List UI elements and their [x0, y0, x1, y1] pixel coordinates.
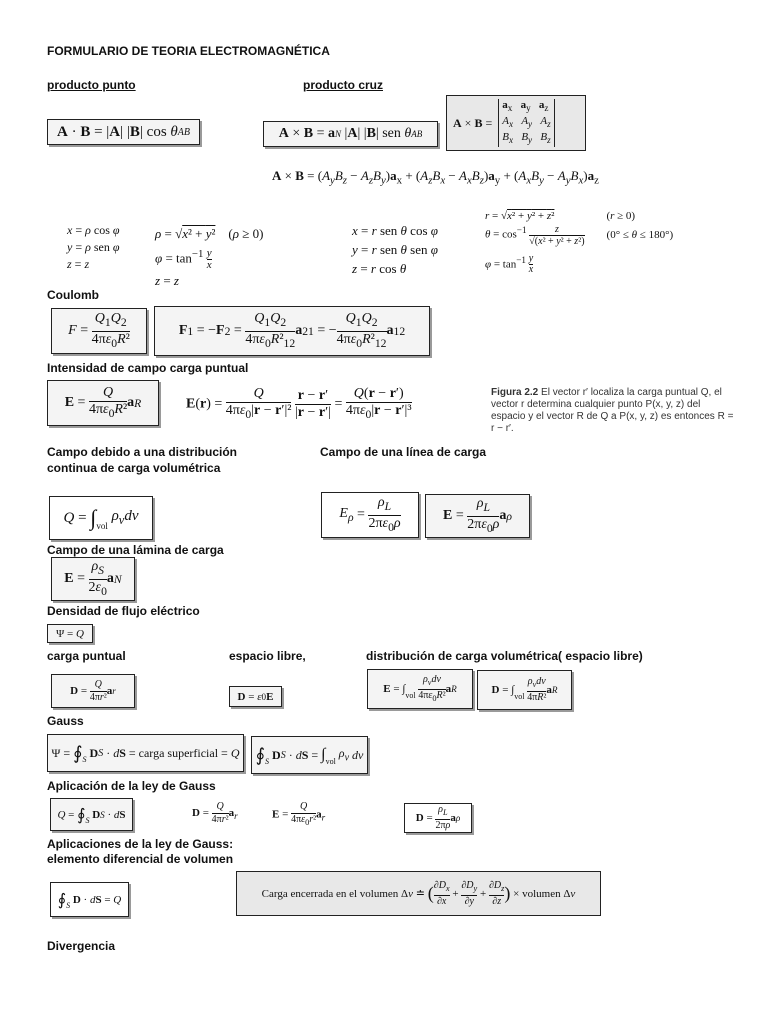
- formula-E-volume: E = ∫ $_{vol}$ $\rho_vdv$ $4\pi\varepsilon_0R^2$ a R: [367, 669, 473, 709]
- heading-dot-product: producto punto: [47, 78, 136, 92]
- formula-gauss-app-D: $D = \frac{Q}{\text{4πr²}}$ $a_r$: [192, 801, 238, 825]
- heading-volume-distribution-1: Campo debido a una distribución: [47, 445, 238, 459]
- formula-volume-charge: Q = ∫ $_{vol}$ $\rho_vdv$: [49, 496, 153, 540]
- formula-point-field: E = Q $4\pi\varepsilon_0R^2$ a R: [47, 380, 159, 426]
- heading-free-space: espacio libre,: [229, 649, 306, 663]
- formula-coulomb-vector: F 1 = − F 2 = $Q_1Q_2$ $4\pi\varepsilon_0R^2_{12}$ a 21 = − $Q_1Q_2$ $4\pi\varepsilon_0R^2_{12}$ a 12: [154, 306, 430, 356]
- heading-point-charge-field: Intensidad de campo carga puntual: [47, 361, 249, 375]
- heading-coulomb: Coulomb: [47, 288, 99, 302]
- formula-cross-determinant: A × B = $a_x$ $a_y$ $a_z$ $A_x$ $A_y$ $A_z$ $B_x$ $B_y$ $B_z$: [446, 95, 586, 151]
- formula-gauss-app-line: D = $\rho_L$ 2πρ a ρ: [404, 803, 472, 833]
- heading-gauss-applications-1: Aplicaciones de la ley de Gauss:: [47, 837, 234, 851]
- heading-gauss: Gauss: [47, 714, 84, 728]
- heading-gauss-applications-2: elemento diferencial de volumen: [47, 852, 234, 866]
- formula-sheet-field: E = $\rho_S$ $2\varepsilon_0$ a N: [51, 557, 135, 601]
- heading-volume-distribution-2: continua de carga volumétrica: [47, 461, 221, 475]
- heading-gauss-application: Aplicación de la ley de Gauss: [47, 779, 216, 793]
- formula-gauss-diff-Q: ∮ $_S$ D · d S = Q: [50, 882, 129, 917]
- formula-gauss-law: Ψ = ∮ $_S$ D S · d S = carga superficial = Q: [47, 734, 244, 772]
- heading-sheet-charge: Campo de una lámina de carga: [47, 543, 224, 557]
- formula-line-field-vector: E = $\rho_L$ $2\pi\varepsilon_0\rho$ a ρ: [425, 494, 530, 538]
- figure-text: El vector r′ localiza la carga puntual Q, el vector r determina cualquier punto P(x, y, z) del espacio y el vector R de Q a P(x, y, z) es entonces R = r − r′.: [491, 387, 734, 434]
- formula-cylindrical-coords: x = ρ cos φ y = ρ sen φ z = z: [67, 223, 120, 271]
- formula-gauss-app-E: $E = \frac{Q}{4\pi\varepsilon_0r^2}$ $a_r$: [272, 801, 326, 827]
- formula-coulomb-force: F = $Q_1Q_2$ $4\pi\varepsilon_0R^2$: [51, 308, 147, 354]
- formula-gauss-diff-volume: Carga encerrada en el volumen Δ v ≐ ( $\partial D_x$ ∂x + $\partial D_y$ ∂y + $\partial D_z$ ∂z ) × volumen Δ v: [236, 871, 601, 916]
- heading-volume-free-space: distribución de carga volumétrica( espacio libre): [366, 649, 643, 663]
- heading-point-charge: carga puntual: [47, 649, 126, 663]
- figure-caption: [491, 387, 735, 435]
- formula-spherical-inverse: r = √x² + y² + z² (r ≥ 0) $\theta = \cos^{-1} \frac{z}{\text{√(x² + y² + z²)}}$ (0° ≤ θ ≤ 180°) $\varphi = \tan^{-1} \frac{y}{x}$: [485, 210, 674, 276]
- formula-flux: Ψ = Q: [47, 624, 93, 643]
- formula-cross-expansion: $A \times B = (A_yB_z - A_zB_y)a_x + (A_zB_x - A_xB_z)a_y + (A_xB_y - A_yB_x)a_z$: [272, 168, 599, 187]
- page-title: FORMULARIO DE TEORIA ELECTROMAGNÉTICA: [47, 44, 330, 58]
- formula-D-point: D = Q 4πr² a r: [51, 674, 135, 708]
- formula-line-field-scalar: $E_\rho$ = $\rho_L$ $2\pi\varepsilon_0\rho$: [321, 492, 419, 538]
- formula-point-field-vector: $E(r) = \frac{Q}{4\pi\varepsilon_0|r - r'|^2}$ r − r′ |r − r′| = Q(r − r′) $4\pi\varepsilon_0|r - r'|^3$: [186, 386, 412, 421]
- formula-cylindrical-inverse: ρ = √x² + y² (ρ ≥ 0) $\varphi = \tan^{-1} \frac{y}{x}$ z = z: [155, 226, 264, 288]
- formula-cross-product: A × B = a N | A | | B | sen θ AB: [263, 121, 438, 147]
- heading-flux-density: Densidad de flujo eléctrico: [47, 604, 200, 618]
- formula-D-free-space: D = ε 0 E: [229, 686, 282, 707]
- heading-cross-product: producto cruz: [303, 78, 383, 92]
- formula-gauss-volume: ∮ $_S$ D S · d S = ∫ $_{vol}$ $\rho_v$ dv: [251, 736, 368, 774]
- formula-gauss-app-Q: Q = ∮ $_S$ D S · d S: [50, 798, 133, 831]
- formula-spherical-coords: x = r sen θ cos φ y = r sen θ sen φ z = r cos θ: [352, 223, 438, 276]
- figure-label: Figura 2.2: [491, 387, 539, 398]
- heading-divergence: Divergencia: [47, 939, 116, 953]
- formula-dot-product: A · B = | A | | B | cos θ AB: [47, 119, 200, 145]
- heading-line-charge: Campo de una línea de carga: [320, 445, 487, 459]
- formula-D-volume: D = ∫ $_{vol}$ $\rho_vdv$ 4πR² a R: [477, 670, 572, 710]
